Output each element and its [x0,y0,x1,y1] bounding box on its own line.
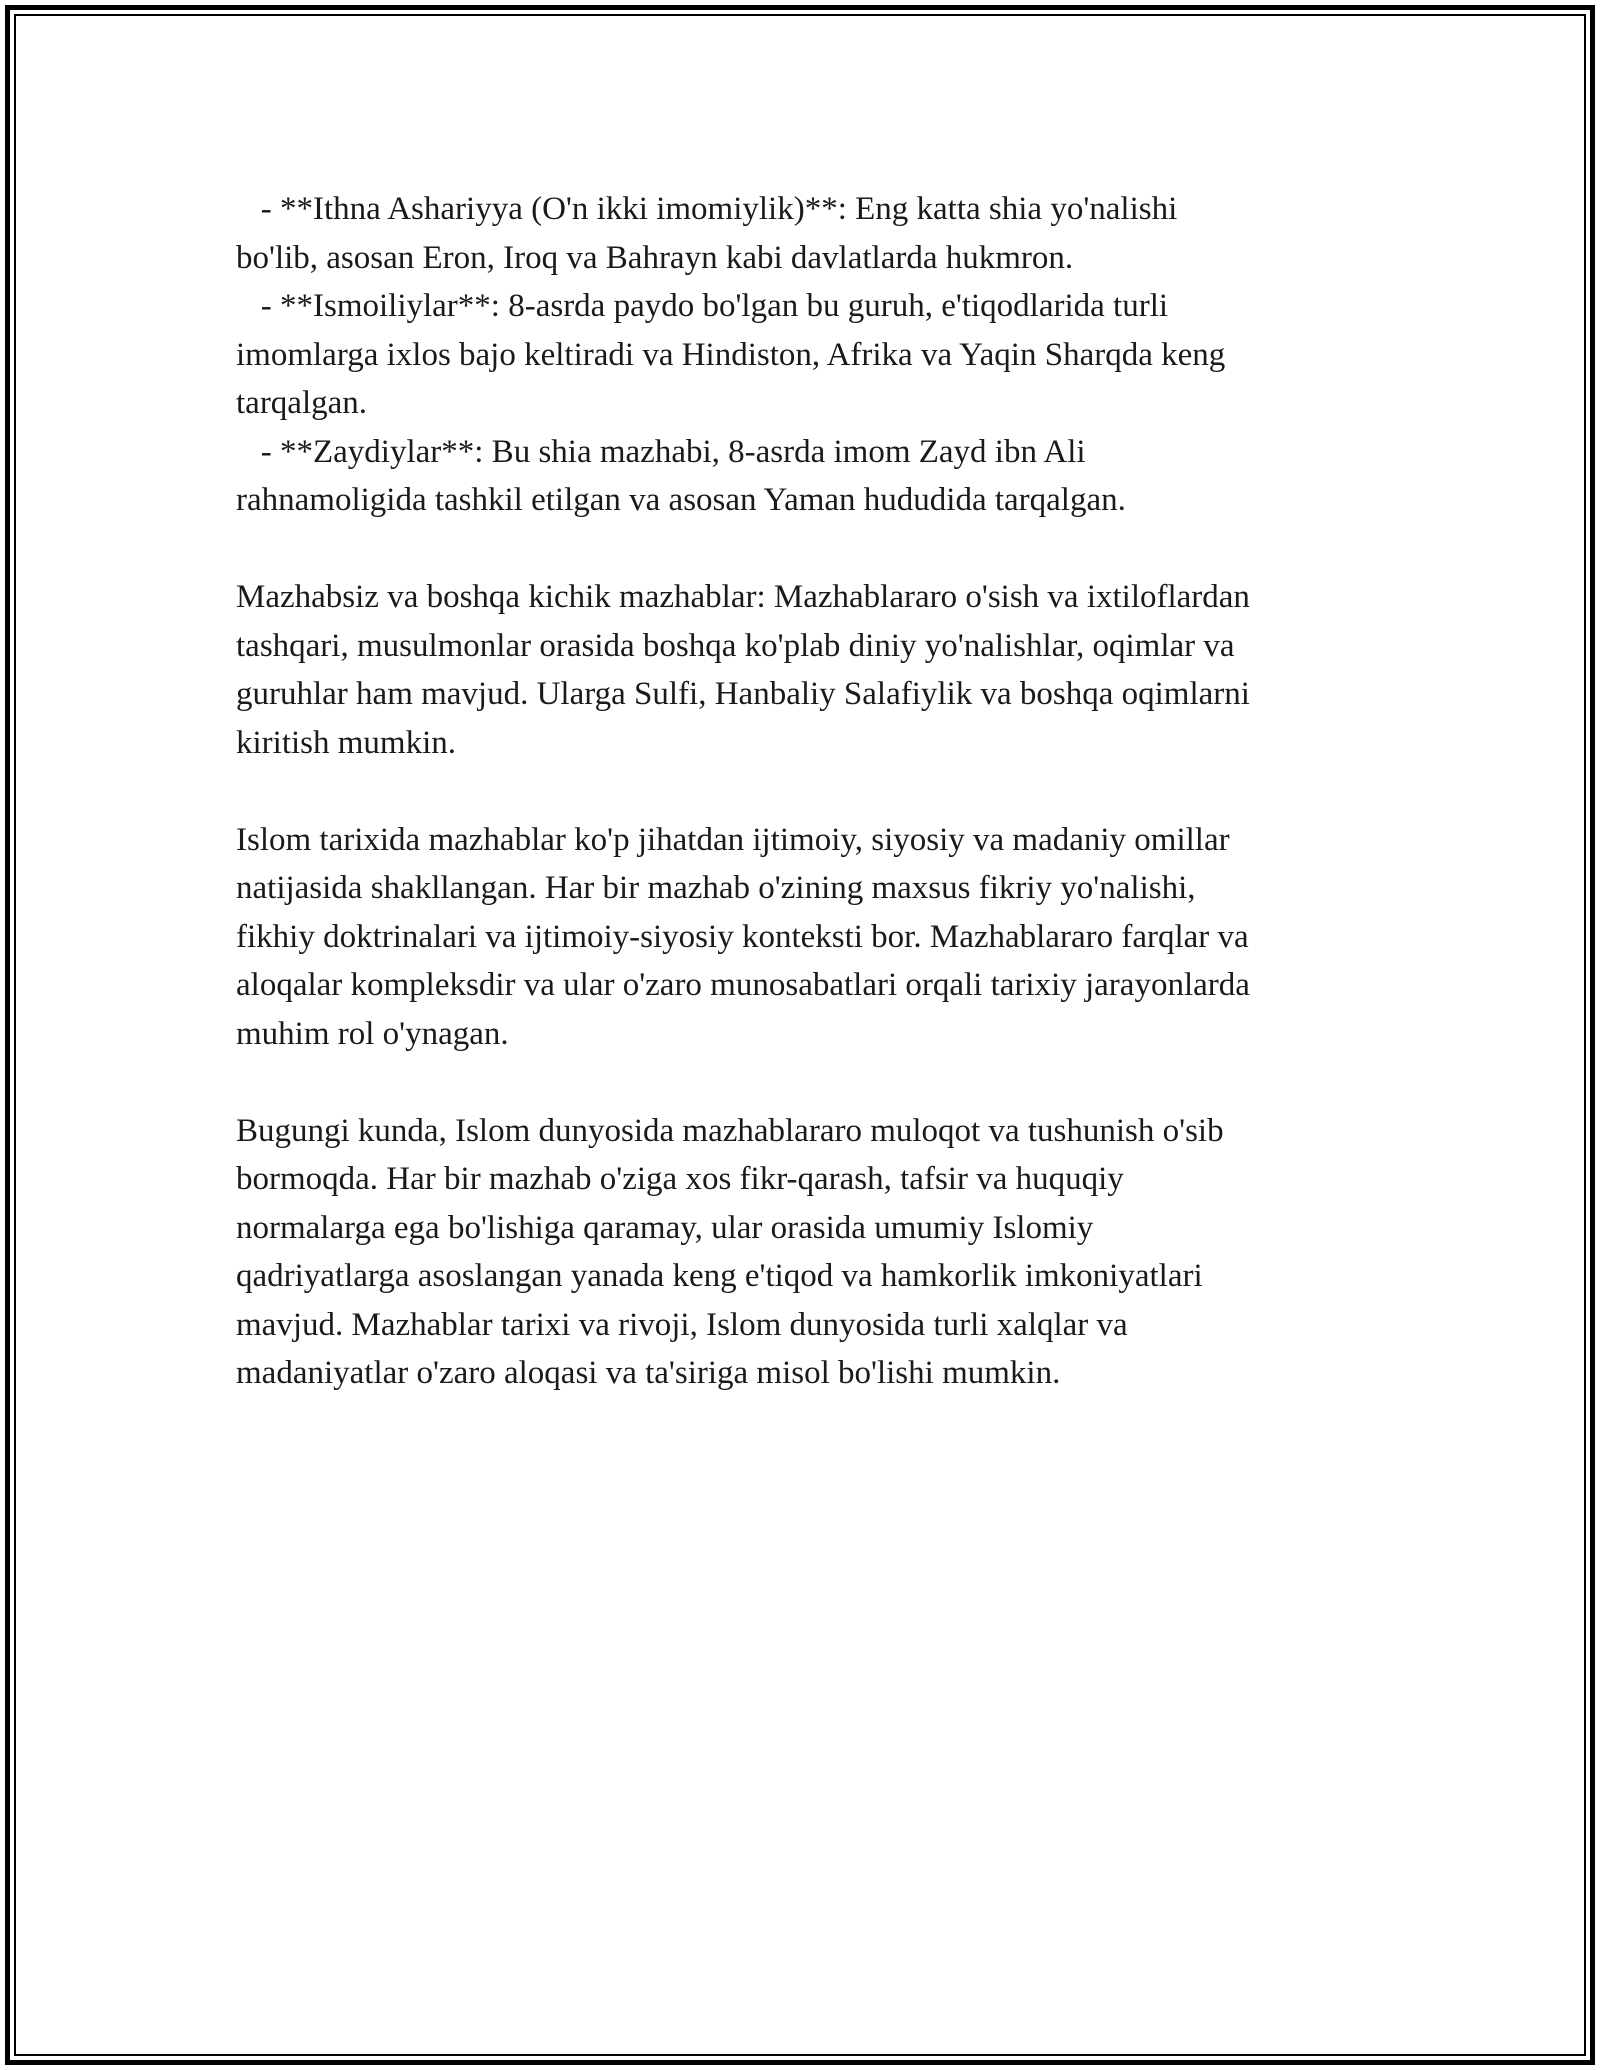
text-line: bo'lib, asosan Eron, Iroq va Bahrayn kabi davlatlarda hukmron. [236,239,1074,276]
text-line: tashqari, musulmonlar orasida boshqa ko'plab diniy yo'nalishlar, oqimlar va [236,627,1235,664]
text-line: qadriyatlarga asoslangan yanada keng e'tiqod va hamkorlik imkoniyatlari [236,1258,1203,1294]
text-line: bormoqda. Har bir mazhab o'ziga xos fikr-qarash, tafsir va huquqiy [236,1161,1124,1197]
text-line: madaniyatlar o'zaro aloqasi va ta'siriga misol bo'lishi mumkin. [236,1355,1061,1391]
paragraph-gap [236,525,1386,574]
paragraph-islom-tarixida-line: Islom tarixida mazhablar ko'p jihatdan ijtimoiy, siyosiy va madaniy omillar [236,821,1230,858]
text-line: tarqalgan. [236,385,368,421]
text-line: rahnamoligida tashkil etilgan va asosan Yaman hududida tarqalgan. [236,482,1126,518]
text-line: natijasida shakllangan. Har bir mazhab o'zining maxsus fikriy yo'nalishi, [236,870,1196,906]
text-line: aloqalar kompleksdir va ular o'zaro munosabatlari orqali tarixiy jarayonlarda [236,967,1250,1003]
text-line: imomlarga ixlos bajo keltiradi va Hindiston, Afrika va Yaqin Sharqda keng [236,336,1226,373]
list-item-ismoiliylar: - **Ismoiliylar**: 8-asrda paydo bo'lgan bu guruh, e'tiqodlarida turli [236,288,1169,324]
paragraph-mazhabsiz-line: Mazhabsiz va boshqa kichik mazhablar: Mazhablararo o'sish va ixtiloflardan [236,579,1250,615]
text-line: kiritish mumkin. [236,724,457,761]
text-line: fikhiy doktrinalari va ijtimoiy-siyosiy konteksti bor. Mazhablararo farqlar va [236,918,1249,955]
text-line: guruhlar ham mavjud. Ularga Sulfi, Hanbaliy Salafiylik va boshqa oqimlarni [236,676,1250,712]
paragraph-gap [236,1058,1386,1107]
paragraph-gap [236,767,1386,816]
paragraph-bugungi-kunda-line: Bugungi kunda, Islom dunyosida mazhablararo muloqot va tushunish o'sib [236,1112,1224,1149]
text-line: mavjud. Mazhablar tarixi va rivoji, Islom dunyosida turli xalqlar va [236,1306,1128,1343]
list-item-zaydiylar: - **Zaydiylar**: Bu shia mazhabi, 8-asrda imom Zayd ibn Ali [236,433,1086,470]
document-body [236,185,1386,1398]
text-line: normalarga ega bo'lishiga qaramay, ular orasida umumiy Islomiy [236,1209,1094,1246]
text-line: muhim rol o'ynagan. [236,1015,509,1052]
list-item-ithna-ashariyya: - **Ithna Ashariyya (O'n ikki imomiylik)**: Eng katta shia yo'nalishi [236,191,1178,227]
